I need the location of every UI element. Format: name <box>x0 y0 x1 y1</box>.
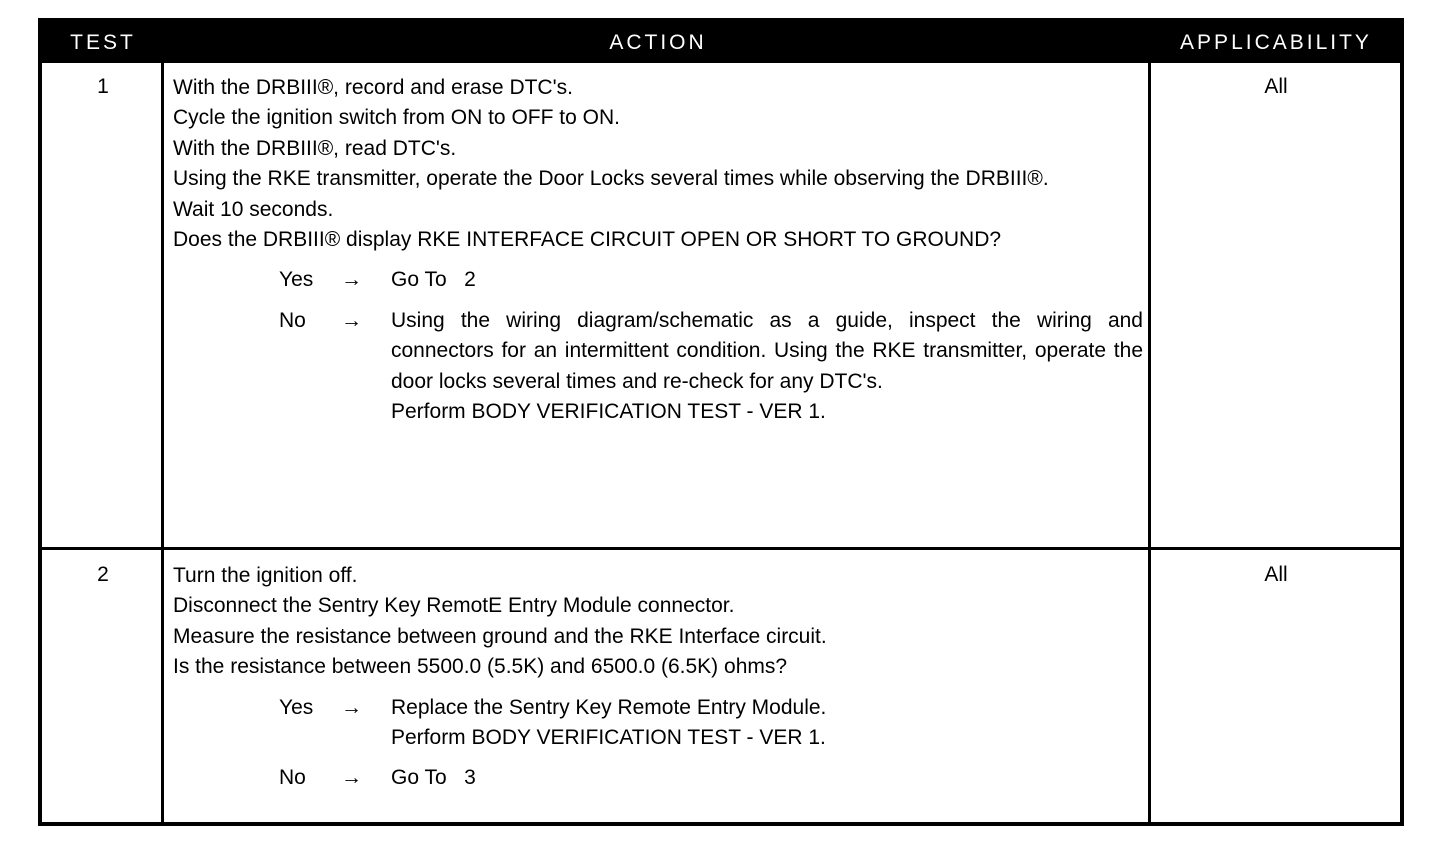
arrow-icon: → <box>341 308 362 332</box>
branch-label: No <box>279 766 306 790</box>
step-text: Measure the resistance between ground and the RKE Interface circuit. <box>173 624 827 648</box>
branch-text: Replace the Sentry Key Remote Entry Module. <box>391 695 827 719</box>
step-text: Wait 10 seconds. <box>173 197 334 221</box>
column-divider-applicability <box>1148 63 1151 826</box>
action-cell-1 <box>173 73 1143 427</box>
step-text: With the DRBIII®, read DTC's. <box>173 136 457 160</box>
branch-label: No <box>279 308 306 332</box>
step-text: Turn the ignition off. <box>173 564 358 587</box>
header-test: TEST <box>70 31 136 54</box>
arrow-icon: → <box>341 268 362 292</box>
branch-label: Yes <box>279 695 314 719</box>
arrow-icon: → <box>341 766 362 790</box>
step-text: Does the DRBIII® display RKE INTERFACE CIRCUIT OPEN OR SHORT TO GROUND? <box>173 228 1002 252</box>
step-text: Disconnect the Sentry Key RemotE Entry Module connector. <box>173 594 735 618</box>
table-header <box>42 22 1400 63</box>
branch-text: Using the wiring diagram/schematic as a guide, inspect the wiring and connectors for an intermittent condition. Using the RKE transmitter, operate the door locks several times and re-check for any DTC's. <box>391 308 1143 393</box>
arrow-icon: → <box>341 695 362 719</box>
branch-text: Go To 3 <box>391 766 476 790</box>
branch-yes <box>173 265 1143 295</box>
branch-yes <box>173 693 1143 754</box>
column-divider-test <box>161 63 164 826</box>
step-text: Cycle the ignition switch from ON to OFF to ON. <box>173 106 620 130</box>
branch-label: Yes <box>279 268 314 292</box>
test-number-1: 1 <box>97 75 109 98</box>
diagnostic-table <box>38 18 1404 826</box>
header-action: ACTION <box>609 31 707 54</box>
applicability-2: All <box>1264 563 1288 586</box>
applicability-1: All <box>1264 75 1288 98</box>
test-number-2: 2 <box>97 563 109 586</box>
step-text: Is the resistance between 5500.0 (5.5K) and 6500.0 (6.5K) ohms? <box>173 655 788 679</box>
header-applicability: APPLICABILITY <box>1180 31 1372 54</box>
step-text: Using the RKE transmitter, operate the Door Locks several times while observing the DRBIII®. <box>173 167 1049 191</box>
action-cell-2 <box>173 561 1143 794</box>
branch-text: Perform BODY VERIFICATION TEST - VER 1. <box>391 726 826 750</box>
branch-text: Perform BODY VERIFICATION TEST - VER 1. <box>391 400 826 424</box>
row-divider <box>42 547 1400 550</box>
branch-text: Go To 2 <box>391 268 476 292</box>
branch-no <box>173 306 1143 428</box>
step-text: With the DRBIII®, record and erase DTC's. <box>173 76 573 99</box>
branch-no <box>173 763 1143 793</box>
